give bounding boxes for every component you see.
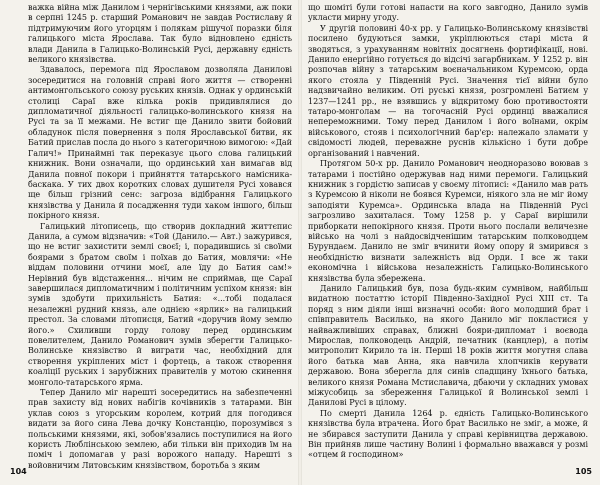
paragraph: Тепер Данило міг нарешті зосередитись на забезпеченні прав захисту від нових набігів кочівників з татарами. Він уклав союз з угорським королем, котрий для погодився видати за його сина Лева дочку Констанцію, порозумівся з польськими князями, які, зобов'язались поступилися на його користь Люблінською землею, аби тільки він приходив їм на поміч і допомагав у разі ворожого нападу. Нарешті з войовничим Литовським князівством, боротьба з яким [28,388,292,470]
paragraph: Протягом 50-х рр. Данило Романович неодноразово воював з татарами і постійно одержував над ними перемоги. Галицький книжник з гордістю записав у своєму літописі: «Данило мав рать з Куремсою й ніколи не боявся Куремси, ніякого зла не міг йому заподіяти Куремса». Ординська влада на Південній Русі загрозливо захиталася. Тому 1258 р. у Сараї вирішили приборкати непокірного князя. Проти нього послали величезне військо на чолі з найдосвідченішим татарським полководцем Бурундаєм. Данило не зміг вчинити йому опору й змирився з необхідністю визнати залежність від Орди. І все ж таки економічна і військова незалежність Галицько-Волинського князівства була збережена. [308,159,588,283]
right-page [300,0,600,485]
paragraph: Данило Галицький був, поза будь-яким сумнівом, найбільш видатною постаттю історії Південно-Західної Русі XIII ст. Та поряд з ним діяли інші визначні особи: його молодший брат і співправитель Василько, на якого Данило міг покластися у найважливіших справах, ближні бояри-дипломат і воєвода Мирослав, полководець Андрій, печатник (канцлер), а потім митрополит Кирило та ін. Перші 18 років життя могутня слава його батька мав Анна, яка навчила хлопчиків керувати державою. Вона зберегла для синів спадщину їхнього батька, великого князя Романа Мстиславича, дбаючи у складних умовах міжусобиць за збереження Галицької й Волинської землі і Данилові Русі в цілому. [308,283,588,408]
paragraph: важка війна між Данилом і чернігівськими князями, аж поки в серпні 1245 р. старший Романович не завдав Ростиславу й підтримуючим його угорцям і полякам рішучої поразки біля галицького міста Ярослава. Так було відновлено єдність влади Данила в Галицько-Волинській Русі, державну єдність великого князівства. [28,3,292,65]
paragraph: У другій половині 40-х рр. у Галицько-Волинському князівстві посилено будуються замки, укріплюються старі міста й зводяться, з урахуванням новітніх досягнень фортифікації, нові. Данило енергійно готується до відсічі загарбникам. У 1252 р. він розпочав війну з татарським воєначальником Куремсою, орда якого стояла у Південній Русі. Значення тієї війни було надзвичайно великим. Оті руські князя, розгромлені Батиєм у 1237—1241 рр., не взявшись у відкритому бою противостояти татаро-монголам — на тогочасній Русі ординці вважалися непереможними. Тому перед Данилом і його воїнами, окрім військового, стояв і психологічний бар'єр: належало зламати у свідомості людей, переважне руснів кількісно і бути добре організований і навчений. [308,23,588,158]
page-number-left: 104 [10,467,27,476]
paragraph: По смерті Данила 1264 р. єдність Галицько-Волинського князівства була втрачена. Його брат Василько не зміг, а може, й не збирався заступити Данила у справі керівництва державою. Він прийняв лише частину Волині і формально вважався у розмі «отцем й господином» [308,408,588,460]
page-number-right: 105 [575,467,592,476]
paragraph: Здавалось, перемога під Ярославом дозволяла Данилові зосередитися на головній справі його життя — створенні антимонгольського союзу руських князів. Однак у ординській столиці Сараї вже кілька років придивлялися до дипломатичної діяльності галицько-волинського князя на Русі та за її межами. Не встиг ще Данило звити бойовий обладунок після повернення з поля Ярославської битви, як Батий прислав посла до нього з категоричною вимогою: «Дай Галич!» Принаймні так переказує цього слова галицький книжник. Вони означали, що ординський хан вимагав від Данила повної покори і прийняття татарського намісника-баскака. У тих двох коротких словах душителя Русі ховався ще більш грізний сенс: загроза відібрання Галицького князівства у Данила й посадження туди хаком іншого, більш покірного князя. [28,65,292,221]
paragraph: Галицький літописець, що створив докладний життєпис Данила, а сумом відзначив: «Той (Данило.— Авт.) зажурився, що не встиг захистити землі своєї; і, порадившись зі своїми боярами з братом своїм і поїхав до Батия, мовлячи: «Не віддам половини отчини моєї, але їду до Батия сам!» Нерівний був відстаження... нічим не сприймав, ще Сараї завершилася дипломатичним і політичним успіхом князя: він зумів здобути прихильність Батия: «...тобі подалася незалежні рудний князь, але однією «ярлик» на галицький престол. За словами літописця, Батий «доручив йому землю його.» Схиливши горду голову перед ординським повелителем, Данило Романович зумів зберегти Галицько-Волинське князівство й виграти час, необхідний для створення укріплених міст і фортець, а також створення коаліції руських і зарубіжних правителів у мотою скинення монголо-татарського ярма. [28,221,292,387]
paragraph: що шоміті були готові напасти на кого завгодно, Данило зумів укласти мирну угоду. [308,3,588,23]
